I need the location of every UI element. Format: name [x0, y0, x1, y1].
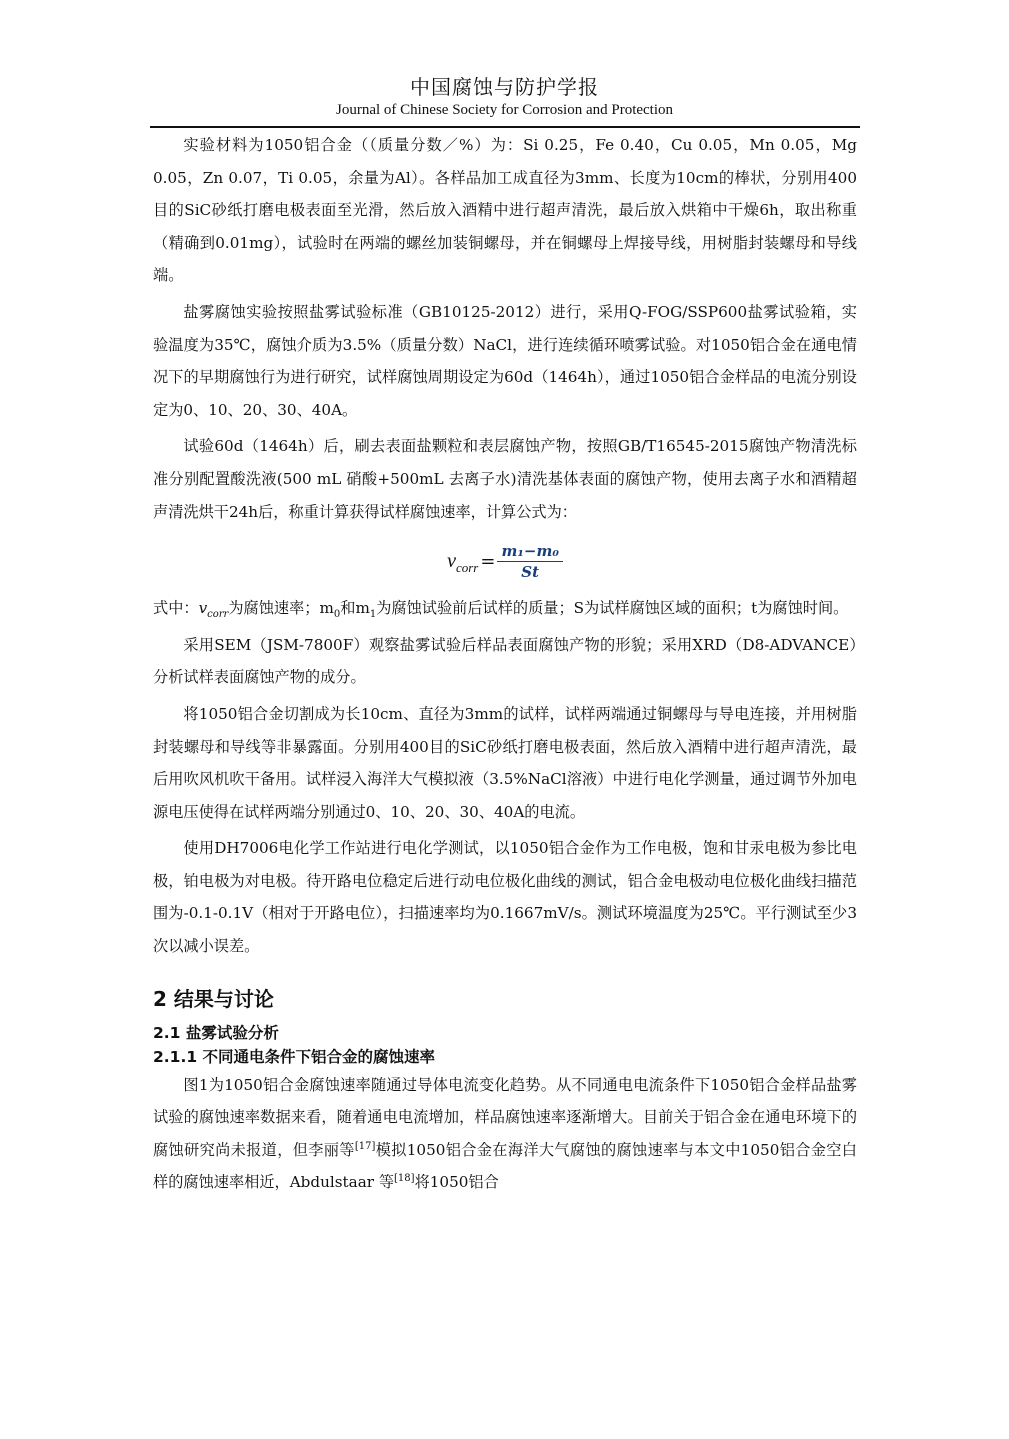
citation-17: [17] — [354, 1140, 376, 1152]
subsection-title-corrosion-rate: 2.1.1 不同通电条件下铝合金的腐蚀速率 — [153, 1047, 436, 1066]
journal-header — [150, 74, 859, 119]
subsection-title-salt-spray: 2.1 盐雾试验分析 — [153, 1023, 279, 1042]
formula-lhs: $v_{corr}$ — [447, 549, 479, 575]
journal-title-cn: 中国腐蚀与防护学报 — [410, 75, 599, 99]
paragraph-electrochemical-test: 使用DH7006电化学工作站进行电化学测试，以1050铝合金作为工作电极，饱和甘汞电极为参比电极，铂电极为对电极。待开路电位稳定后进行动电位极化曲线的测试，铝合金电极动电位极化曲线扫描范围为-0.1-0.1V（相对于开路电位），扫描速率均为0.1667mV/s。测试环境温度为25℃。平行测试至少3次以减小误差。 — [153, 839, 857, 956]
formula-equals: = — [480, 550, 496, 572]
paragraph-electrode-prep: 将1050铝合金切割成为长10cm、直径为3mm的试样，试样两端通过铜螺母与导电连接，并用树脂封装螺母和导线等非暴露面。分别用400目的SiC砂纸打磨电极表面，然后放入酒精中进行超声清洗，最后用吹风机吹干备用。试样浸入海洋大气模拟液（3.5%NaCl溶液）中进行电化学测量，通过调节外加电源电压使得在试样两端分别通过0、10、20、30、40A的电流。 — [153, 704, 857, 821]
formula-denominator: St — [521, 562, 540, 581]
header-rule — [150, 126, 860, 128]
citation-18: [18] — [394, 1173, 415, 1185]
formula-fraction — [497, 542, 562, 581]
paragraph-figure1-discussion: 图1为1050铝合金腐蚀速率随通过导体电流变化趋势。从不同通电电流条件下1050铝合金样品盐雾试验的腐蚀速率数据来看，随着通电电流增加，样品腐蚀速率逐渐增大。目前关于铝合金在通电环境下的腐蚀研究尚未报道，但李丽等[17]模拟1050铝合金在海洋大气腐蚀的腐蚀速率与本文中1050铝合金空白样的腐蚀速率相近，Abdulstaar 等[18]将1050铝合 — [153, 1075, 857, 1192]
section-title-results: 2 结果与讨论 — [153, 986, 274, 1011]
paragraph-formula-legend: 式中：$v_{corr}$为腐蚀速率；$m_0$和$m_1$为腐蚀试验前后试样的质量；S为试样腐蚀区域的面积；t为腐蚀时间。 — [153, 599, 849, 621]
journal-title-en: Journal of Chinese Society for Corrosion and Protection — [335, 102, 674, 118]
corrosion-rate-formula — [153, 534, 857, 588]
paragraph-cleaning: 试验60d（1464h）后，刷去表面盐颗粒和表层腐蚀产物，按照GB/T16545-2015腐蚀产物清洗标准分别配置酸洗液(500 mL 硝酸+500mL 去离子水)清洗基体表面的腐蚀产物，使用去离子水和酒精超声清洗烘干24h后，称重计算获得试样腐蚀速率，计算公式为： — [153, 437, 857, 521]
article-body — [153, 129, 857, 1203]
paragraph-salt-spray: 盐雾腐蚀实验按照盐雾试验标准（GB10125-2012）进行，采用Q-FOG/SSP600盐雾试验箱，实验温度为35℃，腐蚀介质为3.5%（质量分数）NaCl，进行连续循环喷雾试验。对1050铝合金在通电情况下的早期腐蚀行为进行研究，试样腐蚀周期设定为60d（1464h），通过1050铝合金样品的电流分别设定为0、10、20、30、40A。 — [153, 302, 857, 419]
formula-numerator: m₁−m₀ — [497, 542, 562, 562]
paragraph-characterization: 采用SEM（JSM-7800F）观察盐雾试验后样品表面腐蚀产物的形貌；采用XRD（D8-ADVANCE）分析试样表面腐蚀产物的成分。 — [153, 635, 857, 687]
paragraph-materials: 实验材料为1050铝合金（（质量分数／%）为：Si 0.25，Fe 0.40，Cu 0.05，Mn 0.05，Mg 0.05，Zn 0.07，Ti 0.05，余量为Al）。各样品加工成直径为3mm、长度为10cm的棒状，分别用400目的SiC砂纸打磨电极表面至光滑，然后放入酒精中进行超声清洗，最后放入烘箱中干燥6h，取出称重（精确到0.01mg），试验时在两端的螺丝加装铜螺母，并在铜螺母上焊接导线，用树脂封装螺母和导线端。 — [153, 136, 857, 285]
